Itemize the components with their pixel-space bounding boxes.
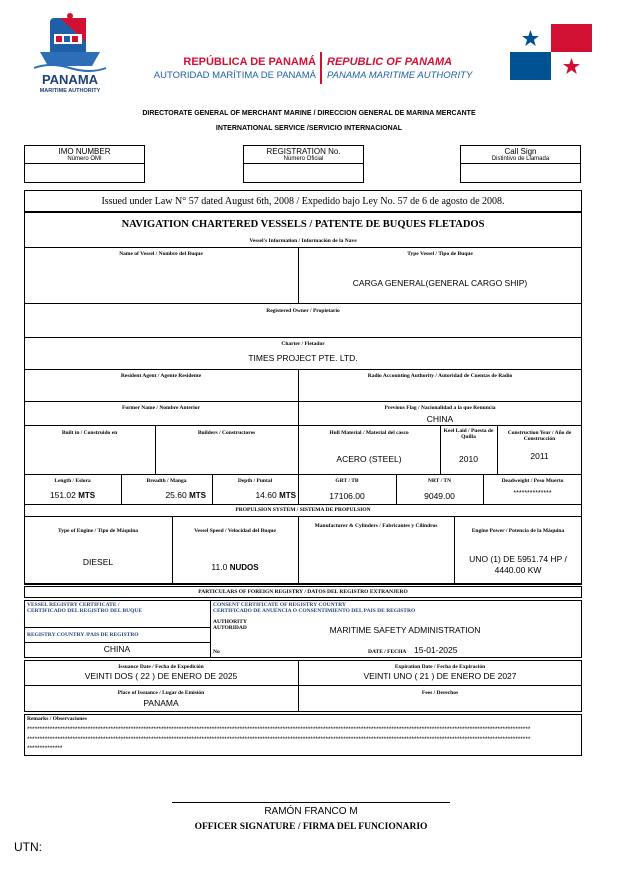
- call-sign-sublabel: Distintivo de Llamada: [491, 156, 550, 162]
- vessel-registry-cert-label-2: CERTIFICADO DEL REGISTRO DEL BUQUE: [27, 608, 143, 614]
- depth-value: 14.60: [255, 490, 277, 500]
- issuance-date-label: Issuance Date / Fecha de Expedición: [118, 664, 204, 670]
- vessel-info-heading: Vessel's Information / Información de la Nave: [249, 238, 357, 244]
- engine-power-value-1: UNO (1) DE 5951.74 HP /: [469, 554, 567, 564]
- remarks-label: Remarks / Observaciones: [27, 716, 87, 722]
- imo-number-box: [24, 145, 145, 183]
- hull-material-value: ACERO (STEEL): [336, 454, 402, 464]
- engine-power-label: Engine Power / Potencia de la Máquina: [471, 528, 565, 534]
- length-field: [24, 490, 121, 500]
- panama-flag: [510, 24, 592, 80]
- registration-number-box: [243, 145, 364, 183]
- hull-material-label: Hull Material / Material del casco: [329, 430, 409, 436]
- remarks-line-3: **************: [27, 745, 63, 752]
- depth-field: [212, 490, 298, 500]
- charter-value: TIMES PROJECT PTE. LTD.: [248, 353, 358, 363]
- registration-label: REGISTRATION No.: [266, 147, 341, 156]
- expiration-date-value: VEINTI UNO ( 21 ) DE ENERO DE 2027: [363, 671, 517, 681]
- expiration-date-label: Expiration Date / Fecha de Expiración: [394, 664, 486, 670]
- keel-laid-value: 2010: [459, 454, 478, 464]
- remarks-line-2: *******************************************************************************************************************************************************************************************************: [27, 736, 531, 743]
- imo-sublabel: Número OMI: [67, 156, 102, 162]
- construction-year-label: Construction Year / Año de Construcción: [507, 430, 572, 442]
- manufacturer-label: Manufacturer & Cylinders / Fabricantes y Cilindros: [314, 523, 438, 529]
- previous-flag-label: Previous Flag / Nacionalidad a la que Renuncia: [384, 405, 496, 411]
- law-text: Issued under Law N° 57 dated August 6th, 2008 / Expedido bajo Ley No. 57 de 6 de agosto de 2008.: [101, 196, 505, 207]
- depth-label: Depth / Puntal: [237, 478, 273, 484]
- issuance-date-value: VEINTI DOS ( 22 ) DE ENERO DE 2025: [84, 671, 238, 681]
- nrt-label: NRT / TN: [427, 478, 452, 484]
- vessel-name-label: Name of Vessel / Nombre del Buque: [119, 251, 203, 257]
- previous-flag-value: CHINA: [426, 414, 454, 424]
- foreign-registry-title: PARTICULARS OF FOREIGN REGISTRY / DATOS DEL REGISTRO EXTRANJERO: [198, 589, 408, 595]
- length-value: 151.02: [49, 490, 76, 500]
- breadth-unit: MTS: [189, 491, 206, 500]
- utn-label: UTN:: [14, 840, 42, 854]
- keel-laid-label: Keel Laid / Puesta de Quilla: [443, 428, 494, 440]
- officer-name: RAMÓN FRANCO M: [264, 806, 358, 817]
- logo-text: PANAMA: [41, 72, 99, 87]
- vessel-registry-cert-label-1: VESSEL REGISTRY CERTIFICATE /: [27, 602, 120, 608]
- length-label: Length / Eslora: [54, 478, 91, 484]
- vessel-speed-value: 11.0: [211, 562, 228, 572]
- signature-line: [172, 802, 450, 803]
- engine-power-value-2: 4440.00 KW: [494, 565, 542, 575]
- vessel-speed-label: Vessel Speed / Velocidad del Buque: [194, 528, 276, 534]
- vessel-type-label: Type Vessel / Tipo de Buque: [407, 251, 473, 257]
- header-divider: [320, 52, 322, 84]
- breadth-field: [121, 490, 212, 500]
- cert-date-label: DATE / FECHA: [368, 649, 407, 655]
- depth-unit: MTS: [279, 491, 296, 500]
- service-line: INTERNATIONAL SERVICE /SERVICIO INTERNACIONAL: [215, 125, 403, 132]
- republic-es: REPÚBLICA DE PANAMÁ: [183, 56, 316, 68]
- place-of-issuance-label: Place of Issuance / Lugar de Emisión: [117, 690, 205, 696]
- fees-label: Fees / Derechos: [421, 690, 459, 696]
- engine-type-label: Type of Engine / Tipo de Máquina: [57, 528, 139, 534]
- authority-label-2: AUTORIDAD: [213, 625, 247, 631]
- engine-type-value: DIESEL: [82, 557, 114, 567]
- call-sign-label: Call Sign: [504, 147, 537, 156]
- breadth-value: 25.60: [165, 490, 187, 500]
- agent-label: Resident Agent / Agente Residente: [120, 373, 202, 379]
- deadweight-label: Deadweight / Peso Muerto: [501, 478, 564, 484]
- registry-country-value: CHINA: [103, 644, 131, 654]
- republic-en: REPUBLIC OF PANAMA: [327, 56, 453, 68]
- imo-label: IMO NUMBER: [58, 147, 111, 156]
- place-of-issuance-value: PANAMA: [143, 698, 179, 708]
- foreign-registry-title-box: [24, 586, 582, 598]
- owner-label: Registered Owner / Propietario: [266, 308, 340, 314]
- document-title: NAVIGATION CHARTERED VESSELS / PATENTE DE BUQUES FLETADOS: [121, 219, 485, 230]
- vessel-speed-unit: NUDOS: [229, 563, 259, 572]
- ship-emblem-icon: [30, 12, 110, 76]
- construction-year-value: 2011: [530, 451, 549, 461]
- pma-logo: [30, 12, 110, 96]
- grt-value: 17106.00: [329, 491, 365, 501]
- call-sign-box: [460, 145, 581, 183]
- registry-country-label: REGISTRY COUNTRY /PAIS DE REGISTRO: [27, 632, 139, 638]
- officer-signature-title: OFFICER SIGNATURE / FIRMA DEL FUNCIONARIO: [194, 822, 428, 832]
- vessel-type-value: CARGA GENERAL(GENERAL CARGO SHIP): [352, 278, 528, 288]
- logo-subtext: MARITIME AUTHORITY: [39, 88, 101, 94]
- builders-label: Builders / Constructores: [197, 430, 256, 436]
- length-unit: MTS: [78, 491, 96, 500]
- remarks-line-1: *******************************************************************************************************************************************************************************************************: [27, 726, 531, 733]
- nrt-value: 9049.00: [424, 491, 455, 501]
- propulsion-heading: PROPULSION SYSTEM / SISTEMA DE PROPULSION: [235, 507, 371, 513]
- authority-label-1: AUTHORITY: [213, 619, 247, 625]
- grt-label: GRT / TB: [335, 478, 359, 484]
- authority-value: MARITIME SAFETY ADMINISTRATION: [329, 625, 481, 635]
- built-in-label: Built in / Construido en: [61, 430, 118, 436]
- registration-sublabel: Número Oficial: [283, 156, 324, 162]
- directorate-line: DIRECTORATE GENERAL OF MERCHANT MARINE / DIRECCION GENERAL DE MARINA MERCANTE: [142, 110, 476, 117]
- authority-en: PANAMA MARITIME AUTHORITY: [327, 70, 473, 81]
- cert-number-label: No: [213, 649, 220, 655]
- consent-cert-label-2: CERTIFICADO DE ANUENCIA O CONSENTIMIENTO DEL PAIS DE REGISTRO: [213, 608, 416, 614]
- vessel-speed-field: [172, 562, 298, 572]
- charter-label: Charter / Fletador: [281, 341, 325, 347]
- cert-date-value: 15-01-2025: [414, 645, 458, 655]
- law-box: [24, 190, 582, 212]
- consent-cert-label-1: CONSENT CERTIFICATE OF REGISTRY COUNTRY: [213, 602, 346, 608]
- radio-label: Radio Accounting Authority / Autoridad de Cuentas de Radio: [367, 373, 513, 379]
- deadweight-value: **************: [513, 490, 552, 497]
- former-name-label: Former Name / Nombre Anterior: [122, 405, 200, 411]
- authority-es: AUTORIDAD MARÍTIMA DE PANAMÁ: [153, 70, 316, 81]
- breadth-label: Breadth / Manga: [146, 478, 187, 484]
